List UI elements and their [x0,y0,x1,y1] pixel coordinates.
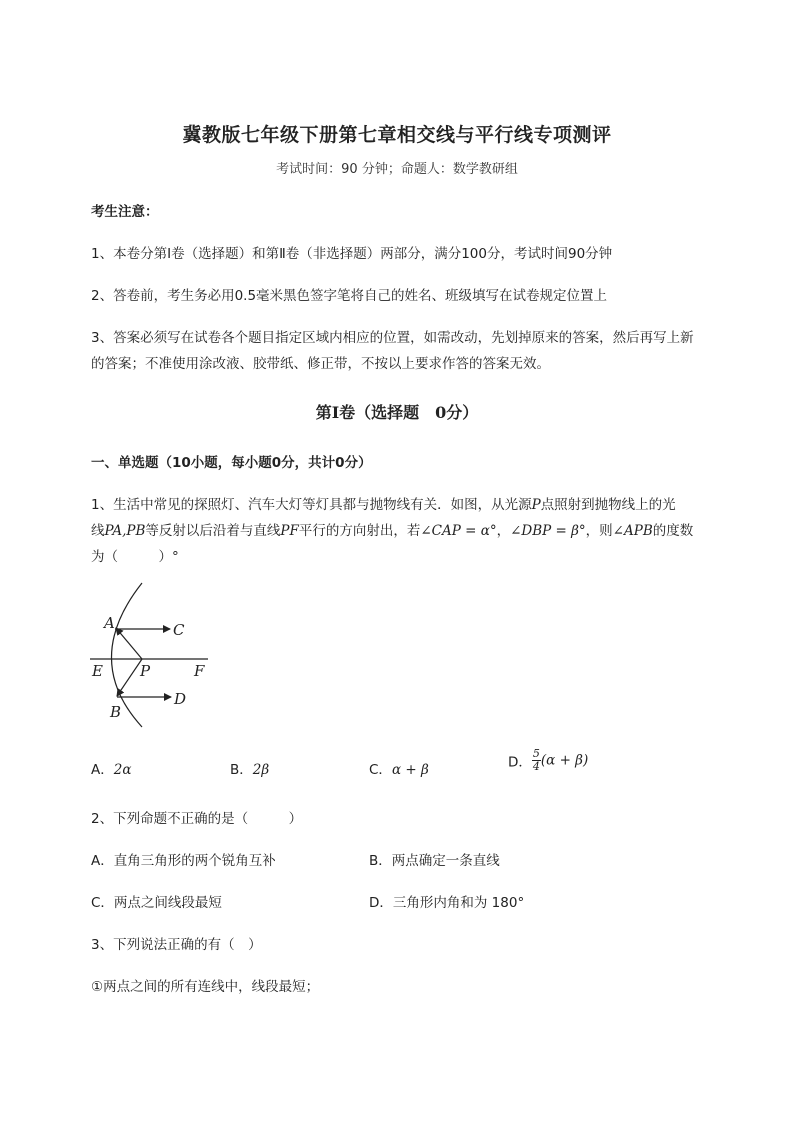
q1-text: 的度数 [652,523,694,539]
option-value: α + β [391,762,429,778]
q3-item-1: ①两点之间的所有连线中，线段最短； [91,979,320,995]
option-fraction [532,748,541,773]
q2-option-b[interactable]: B．两点确定一条直线 [369,853,500,869]
q2-stem: 2、下列命题不正确的是（ ） [91,811,303,827]
q2-option-d[interactable]: D．三角形内角和为 180° [369,895,525,911]
q2-option-c[interactable]: C．两点之间线段最短 [91,895,222,911]
q1-text: ，则 [585,523,613,539]
q1-angle-dbp: ∠DBP = β° [510,523,586,539]
q1-stem-line-2 [91,519,693,539]
q1-parabola-figure [86,580,222,730]
q1-point-p: P [531,497,541,513]
notice-heading: 考生注意： [91,204,159,220]
notice-item-1: 1、本卷分第Ⅰ卷（选择题）和第Ⅱ卷（非选择题）两部分，满分100分，考试时间90分钟 [91,246,613,262]
q2-option-a[interactable]: A．直角三角形的两个锐角互补 [91,853,276,869]
fraction-denominator: 4 [532,760,540,773]
q1-text: ， [496,523,511,539]
figure-label-b: B [110,703,122,721]
figure-label-f: F [194,662,205,680]
option-prefix: B． [230,762,253,778]
notice-item-3-line-1: 3、答案必须写在试卷各个题目指定区域内相应的位置，如需改动，先划掉原来的答案，然后再写上新 [91,330,694,346]
q1-option-c[interactable] [369,758,429,778]
exam-subtitle: 考试时间：90 分钟；命题人：数学教研组 [276,162,518,177]
q1-angle-apb: ∠APB [612,523,653,539]
q1-line-pf: PF [280,523,299,539]
figure-label-d: D [174,690,187,708]
q1-text: 点照射到抛物线上的光 [540,497,676,513]
q1-stem-line-1 [91,493,676,513]
q1-option-d[interactable] [508,748,588,773]
ray-pb [117,659,142,696]
ray-pa [116,628,142,659]
option-value: (α + β) [540,752,589,769]
q1-rays: PA,PB [104,523,146,539]
q1-text: 1、生活中常见的探照灯、汽车大灯等灯具都与抛物线有关．如图，从光源 [91,497,532,513]
q1-text: 等反射以后沿着与直线 [145,523,281,539]
figure-label-e: E [92,662,103,680]
notice-item-3-line-2: 的答案；不准使用涂改液、胶带纸、修正带，不按以上要求作答的答案无效。 [91,356,550,372]
q1-option-b[interactable] [230,758,269,778]
fraction-numerator: 5 [532,747,540,760]
q1-text: 线 [91,523,105,539]
q1-angle-cap: ∠CAP = α° [420,523,497,539]
option-prefix: D． [508,754,532,771]
q1-text: 平行的方向射出，若 [298,523,421,539]
option-prefix: A． [91,762,114,778]
part-heading: 一、单选题（10小题，每小题0分，共计0分） [91,455,372,471]
q1-stem-line-3: 为（ ）° [91,549,179,565]
q1-option-a[interactable] [91,758,131,778]
option-value: 2α [113,762,132,778]
q3-stem: 3、下列说法正确的有（ ） [91,937,262,953]
option-value: 2β [252,762,270,778]
notice-item-2: 2、答卷前，考生务必用0.5毫米黑色签字笔将自己的姓名、班级填写在试卷规定位置上 [91,288,608,304]
option-prefix: C． [369,762,392,778]
figure-label-p: P [140,662,151,680]
page-title: 冀教版七年级下册第七章相交线与平行线专项测评 [182,124,612,146]
section-title: 第Ⅰ卷（选择题 0分） [315,403,479,422]
figure-label-a: A [104,614,115,632]
figure-label-c: C [173,621,185,639]
